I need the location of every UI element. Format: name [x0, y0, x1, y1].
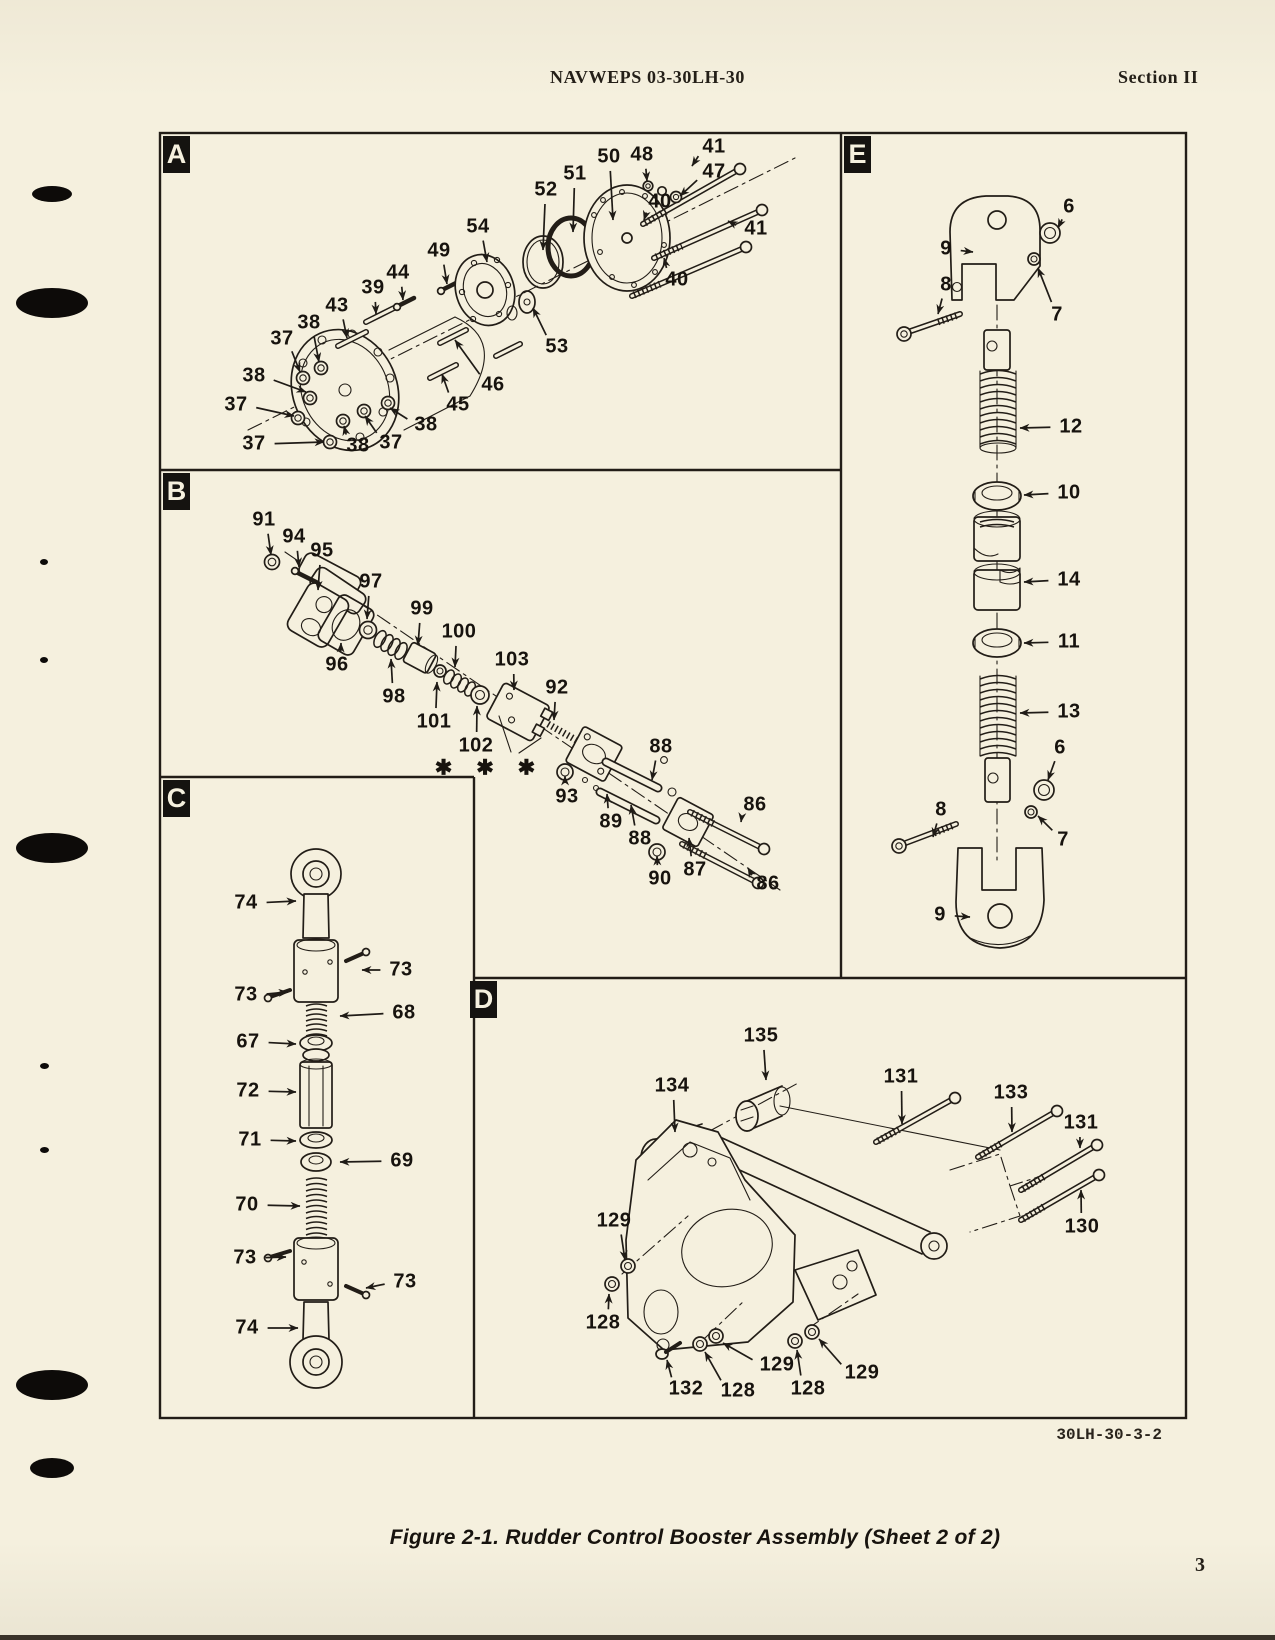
callout-11: 11: [1057, 630, 1081, 653]
callout-40: 40: [665, 268, 689, 291]
callout-135: 135: [743, 1024, 779, 1047]
panel-label-b: B: [163, 473, 190, 510]
callout-7: 7: [1057, 828, 1069, 851]
callout-99: 99: [410, 597, 434, 620]
callout-86: 86: [743, 793, 767, 816]
callout-54: 54: [466, 215, 490, 238]
callout-130: 130: [1064, 1215, 1100, 1238]
figure-code: 30LH-30-3-2: [1056, 1426, 1162, 1444]
callout-69: 69: [390, 1149, 414, 1172]
callout-7: 7: [1051, 303, 1063, 326]
scan-edge: [0, 1635, 1275, 1640]
panel-d-art: [605, 1082, 1105, 1359]
scan-mark: [16, 833, 88, 863]
callout-93: 93: [555, 785, 579, 808]
callout-37: 37: [242, 432, 266, 455]
callout-38: 38: [297, 311, 321, 334]
callout-73: 73: [389, 958, 413, 981]
scan-speck: [40, 1147, 49, 1153]
panel-c-art: [265, 849, 370, 1388]
scan-mark: [16, 1370, 88, 1400]
callout-49: 49: [427, 239, 451, 262]
callout-89: 89: [599, 810, 623, 833]
page-number: 3: [1195, 1554, 1205, 1576]
callout-37: 37: [224, 393, 248, 416]
callout-129: 129: [596, 1209, 632, 1232]
callout-128: 128: [585, 1311, 621, 1334]
header-doc-number: NAVWEPS 03-30LH-30: [550, 67, 745, 87]
callout-51: 51: [563, 162, 587, 185]
callout-13: 13: [1057, 700, 1081, 723]
callout-74: 74: [234, 891, 258, 914]
scan-speck: [40, 559, 48, 565]
callout-44: 44: [386, 261, 410, 284]
callout-14: 14: [1057, 568, 1081, 591]
callout-133: 133: [993, 1081, 1029, 1104]
callout-86: 86: [756, 872, 780, 895]
scan-mark: [16, 288, 88, 318]
callout-98: 98: [382, 685, 406, 708]
callout-37: 37: [379, 431, 403, 454]
figure-caption: Figure 2-1. Rudder Control Booster Assembly (Sheet 2 of 2): [389, 1526, 1001, 1549]
callout-131: 131: [883, 1065, 919, 1088]
header-section: Section II: [1118, 67, 1199, 87]
callout-90: 90: [648, 867, 672, 890]
scan-speck: [40, 1063, 49, 1069]
callout-73: 73: [233, 1246, 257, 1269]
callout-40: 40: [648, 190, 672, 213]
callout-100: 100: [441, 620, 477, 643]
panel-label-d: D: [470, 981, 497, 1018]
callout-74: 74: [235, 1316, 259, 1339]
callout-128: 128: [790, 1377, 826, 1400]
callout-9: 9: [940, 237, 952, 260]
callout-46: 46: [481, 373, 505, 396]
asterisk-note: ✱ ✱ ✱: [434, 756, 545, 780]
callout-92: 92: [545, 676, 569, 699]
callout-87: 87: [683, 858, 707, 881]
callout-45: 45: [446, 393, 470, 416]
callout-129: 129: [759, 1353, 795, 1376]
callout-134: 134: [654, 1074, 690, 1097]
callout-67: 67: [236, 1030, 260, 1053]
callout-12: 12: [1059, 415, 1083, 438]
callout-101: 101: [416, 710, 452, 733]
callout-8: 8: [935, 798, 947, 821]
callout-6: 6: [1054, 736, 1066, 759]
callout-6: 6: [1063, 195, 1075, 218]
scan-mark: [30, 1458, 74, 1478]
callout-129: 129: [844, 1361, 880, 1384]
panel-label-e: E: [844, 136, 871, 173]
callout-132: 132: [668, 1377, 704, 1400]
callout-8: 8: [940, 273, 952, 296]
callout-39: 39: [361, 276, 385, 299]
callout-71: 71: [238, 1128, 262, 1151]
panel-e-art: [892, 196, 1060, 948]
callout-50: 50: [597, 145, 621, 168]
callout-103: 103: [494, 648, 530, 671]
callout-131: 131: [1063, 1111, 1099, 1134]
callout-38: 38: [414, 413, 438, 436]
callout-10: 10: [1057, 481, 1081, 504]
callout-41: 41: [744, 217, 768, 240]
callout-97: 97: [359, 570, 383, 593]
callout-73: 73: [234, 983, 258, 1006]
callout-41: 41: [702, 135, 726, 158]
callout-88: 88: [649, 735, 673, 758]
callout-38: 38: [242, 364, 266, 387]
callout-102: 102: [458, 734, 494, 757]
callout-47: 47: [702, 160, 726, 183]
callout-70: 70: [235, 1193, 259, 1216]
panel-b-art: [265, 551, 781, 890]
callout-53: 53: [545, 335, 569, 358]
callout-96: 96: [325, 653, 349, 676]
panel-label-a: A: [163, 136, 190, 173]
callout-68: 68: [392, 1001, 416, 1024]
callout-43: 43: [325, 294, 349, 317]
callout-128: 128: [720, 1379, 756, 1402]
scan-mark: [32, 186, 72, 202]
callout-72: 72: [236, 1079, 260, 1102]
callout-95: 95: [310, 539, 334, 562]
callout-38: 38: [346, 434, 370, 457]
scan-speck: [40, 657, 48, 663]
callout-88: 88: [628, 827, 652, 850]
callout-48: 48: [630, 143, 654, 166]
callout-52: 52: [534, 178, 558, 201]
callout-37: 37: [270, 327, 294, 350]
callout-9: 9: [934, 903, 946, 926]
callout-73: 73: [393, 1270, 417, 1293]
callout-94: 94: [282, 525, 306, 548]
callout-91: 91: [252, 508, 276, 531]
panel-label-c: C: [163, 780, 190, 817]
